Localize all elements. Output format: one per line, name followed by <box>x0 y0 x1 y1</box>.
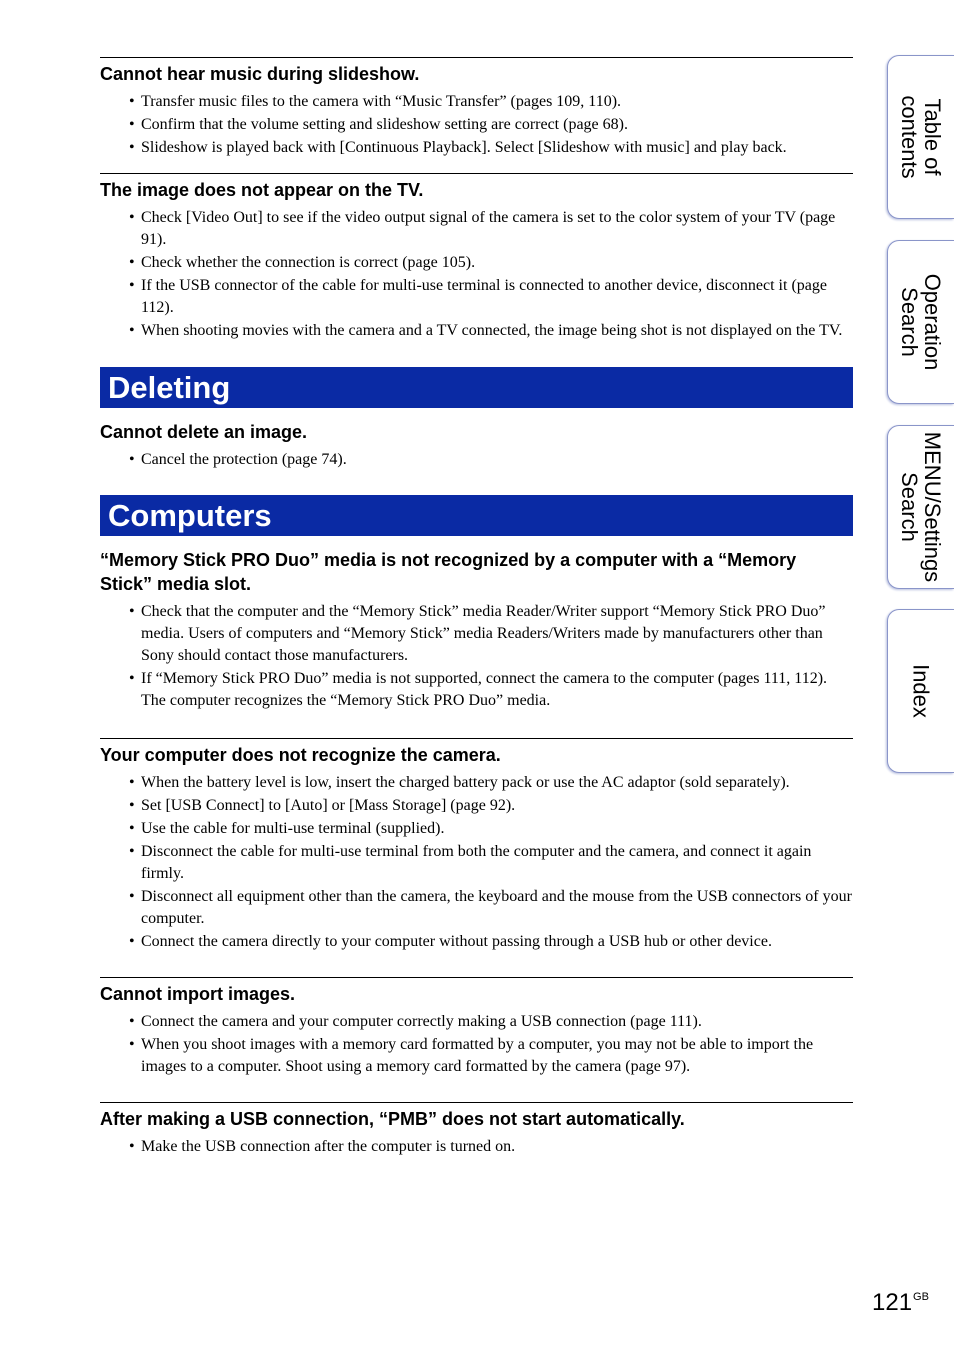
tab-menu-settings-search[interactable] <box>887 425 954 589</box>
deleting-banner: Deleting <box>100 367 853 408</box>
page-number-suffix: GB <box>913 1291 929 1303</box>
tab-label: MENU/Settings <box>920 431 945 583</box>
list-item: • Transfer music files to the camera with “Music Transfer” (pages 109, 110). <box>100 91 853 113</box>
list-item: • When shooting movies with the camera and a TV connected, the image being shot is not displayed on the TV. <box>100 320 853 342</box>
bullet-list <box>100 207 853 342</box>
list-item: • When you shoot images with a memory card formatted by a computer, you may not be able to import the images to a computer. Shoot using a memory card formatted by the camera (page 97). <box>100 1034 853 1078</box>
list-item: • Slideshow is played back with [Continuous Playback]. Select [Slideshow with music] and play back. <box>100 137 853 159</box>
page-content <box>100 57 853 1159</box>
list-item: • Check whether the connection is correct (page 105). <box>100 252 853 274</box>
section-music-slideshow <box>100 57 853 159</box>
list-item: • Set [USB Connect] to [Auto] or [Mass Storage] (page 92). <box>100 795 853 817</box>
tab-index[interactable] <box>887 609 954 773</box>
section-heading: “Memory Stick PRO Duo” media is not recognized by a computer with a “Memory Stick” media slot. <box>100 550 797 594</box>
list-item: • Disconnect the cable for multi-use terminal from both the computer and the camera, and connect it again firmly. <box>100 841 853 885</box>
list-item: • Cancel the protection (page 74). <box>100 449 853 471</box>
section-cannot-delete <box>100 420 853 471</box>
list-item: • Disconnect all equipment other than the camera, the keyboard and the mouse from the USB connectors of your computer. <box>100 886 853 930</box>
list-item: • Use the cable for multi-use terminal (supplied). <box>100 818 853 840</box>
section-memory-stick <box>100 548 853 712</box>
tab-label: contents <box>897 95 922 179</box>
section-tv-image <box>100 173 853 342</box>
section-heading: Your computer does not recognize the camera. <box>100 745 501 765</box>
bullet-list <box>100 772 853 953</box>
tab-label: Search <box>897 287 922 357</box>
list-item: • If the USB connector of the cable for multi-use terminal is connected to another device, disconnect it (page 112). <box>100 275 853 319</box>
tab-label: Operation <box>920 273 945 371</box>
bullet-list <box>100 1011 853 1078</box>
tab-label: Index <box>908 664 934 718</box>
section-pmb-not-start <box>100 1102 853 1158</box>
bullet-list <box>100 91 853 159</box>
section-heading: Cannot hear music during slideshow. <box>100 64 420 84</box>
section-heading: Cannot delete an image. <box>100 422 308 442</box>
tab-label: Search <box>897 472 922 542</box>
list-item: • Check [Video Out] to see if the video output signal of the camera is set to the color system of your TV (page 91). <box>100 207 853 251</box>
page-number-value: 121 <box>872 1289 913 1316</box>
list-item: • If “Memory Stick PRO Duo” media is not supported, connect the camera to the computer (pages 111, 112). The computer recognizes the “Memory Stick PRO Duo” media. <box>100 668 853 712</box>
bullet-list <box>100 601 853 712</box>
list-item: • Connect the camera and your computer correctly making a USB connection (page 111). <box>100 1011 853 1033</box>
computers-banner: Computers <box>100 495 853 536</box>
list-item: • Connect the camera directly to your computer without passing through a USB hub or other device. <box>100 931 853 953</box>
bullet-list <box>100 1136 853 1158</box>
tab-operation-search[interactable] <box>887 240 954 404</box>
section-not-recognize-camera <box>100 738 853 953</box>
list-item: • Check that the computer and the “Memory Stick” media Reader/Writer support “Memory Stick PRO Duo” media. Users of computers and “Memory Stick” media Readers/Writers made by manufacturers other than Sony should contact those manufacturers. <box>100 601 853 667</box>
list-item: • Make the USB connection after the computer is turned on. <box>100 1136 853 1158</box>
tab-label: Table of <box>920 98 945 176</box>
section-heading: Cannot import images. <box>100 984 296 1004</box>
page-number <box>872 1289 929 1317</box>
section-cannot-import <box>100 977 853 1078</box>
tab-table-of-contents[interactable] <box>887 55 954 219</box>
list-item: • Confirm that the volume setting and slideshow setting are correct (page 68). <box>100 114 853 136</box>
list-item: • When the battery level is low, insert the charged battery pack or use the AC adaptor (sold separately). <box>100 772 853 794</box>
bullet-list <box>100 449 853 471</box>
section-heading: After making a USB connection, “PMB” does not start automatically. <box>100 1109 685 1129</box>
section-heading: The image does not appear on the TV. <box>100 180 424 200</box>
